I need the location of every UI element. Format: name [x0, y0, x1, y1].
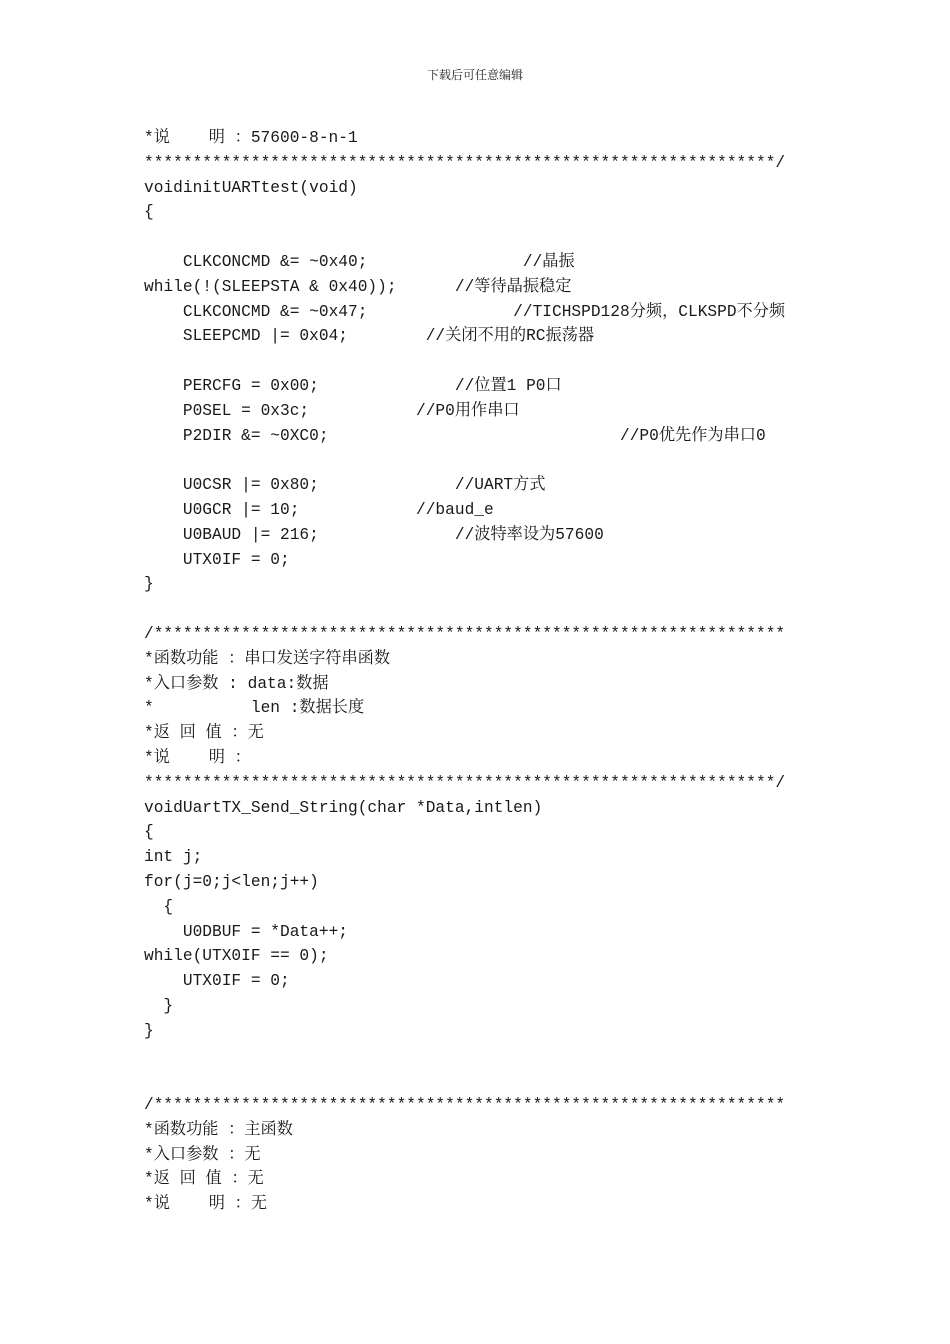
- code-line: U0DBUF = *Data++;: [144, 922, 348, 941]
- code-line: *说 明 ：57600-8-n-1: [144, 129, 358, 147]
- code-line: P2DIR &= ~0XC0; //P0优先作为串口0: [144, 426, 766, 445]
- code-line: [144, 597, 924, 622]
- code-line: [144, 225, 924, 250]
- code-line: while(!(SLEEPSTA & 0x40)); //等待晶振稳定: [144, 277, 572, 296]
- code-line: [144, 448, 924, 473]
- code-line: for(j=0;j<len;j++): [144, 872, 319, 891]
- code-line: voidUartTX_Send_String(char *Data,intlen): [144, 798, 543, 817]
- code-line: [144, 1043, 924, 1068]
- code-line: *****************************************************************/: [144, 153, 786, 172]
- code-line: {: [144, 203, 154, 222]
- code-line: SLEEPCMD |= 0x04; //关闭不用的RC振荡器: [144, 327, 595, 346]
- code-line: U0GCR |= 10; //baud_e: [144, 500, 494, 519]
- code-line: U0CSR |= 0x80; //UART方式: [144, 476, 546, 495]
- code-line: {: [144, 823, 154, 842]
- code-line: }: [144, 575, 154, 594]
- code-line: *函数功能 ：串口发送字符串函数: [144, 649, 391, 668]
- code-line: voidinitUARTtest(void): [144, 178, 358, 197]
- code-line: *函数功能 ：主函数: [144, 1120, 293, 1139]
- page-header: 下载后可任意编辑: [426, 68, 523, 82]
- code-line: *说 明 ：无: [144, 1195, 268, 1214]
- code-line: *返 回 值 ：无: [144, 1170, 264, 1189]
- code-line: /*****************************************************************: [144, 1096, 786, 1115]
- code-line: }: [144, 996, 174, 1015]
- code-line: while(UTX0IF == 0);: [144, 947, 329, 966]
- code-line: [144, 1068, 924, 1093]
- code-line: [144, 349, 924, 374]
- code-line: * len :数据长度: [144, 699, 365, 718]
- code-line: UTX0IF = 0;: [144, 550, 290, 569]
- code-line: {: [144, 897, 174, 916]
- code-line: *入口参数 : data:数据: [144, 674, 329, 693]
- code-line: /*****************************************************************: [144, 624, 786, 643]
- code-line: U0BAUD |= 216; //波特率设为57600: [144, 525, 604, 544]
- code-line: PERCFG = 0x00; //位置1 P0口: [144, 376, 562, 395]
- code-line: P0SEL = 0x3c; //P0用作串口: [144, 401, 520, 420]
- code-line: CLKCONCMD &= ~0x40; //晶振: [144, 252, 575, 271]
- code-listing: [144, 126, 924, 1217]
- code-line: *说 明 ：: [144, 748, 251, 767]
- code-line: }: [144, 1021, 154, 1040]
- code-line: CLKCONCMD &= ~0x47; //TICHSPD128分频，CLKSPD不分频: [144, 302, 786, 321]
- code-line: *入口参数 ：无: [144, 1145, 261, 1164]
- code-line: *返 回 值 ：无: [144, 724, 264, 743]
- code-line: int j;: [144, 848, 203, 867]
- code-line: UTX0IF = 0;: [144, 972, 290, 991]
- code-line: *****************************************************************/: [144, 773, 786, 792]
